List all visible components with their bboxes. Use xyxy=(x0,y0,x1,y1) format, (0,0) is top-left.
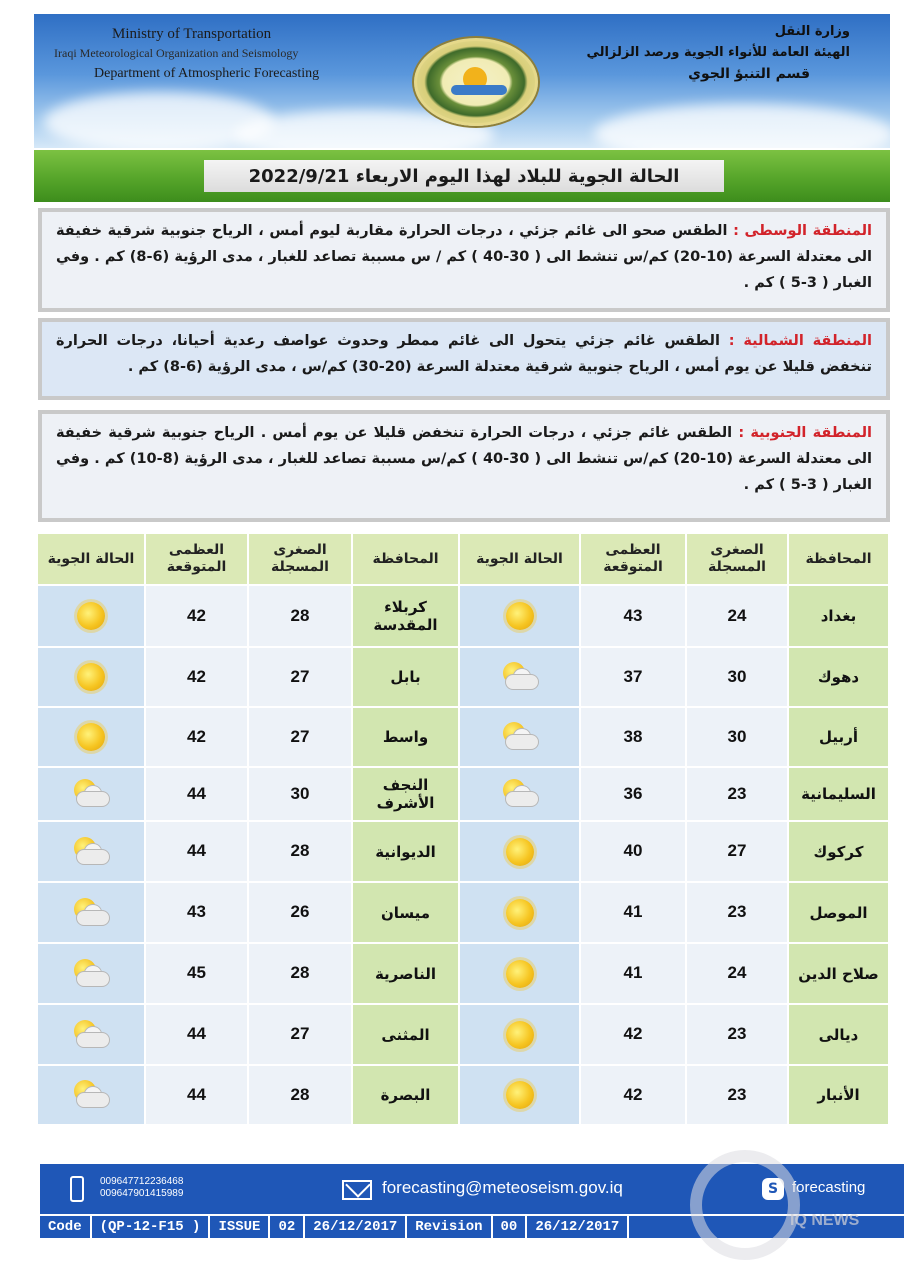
department-name-ar: قسم التنبؤ الجوي xyxy=(688,66,810,82)
sun-icon xyxy=(506,899,534,927)
weather-condition-cell xyxy=(38,586,146,648)
governorate-name: ميسان xyxy=(353,883,460,944)
phone-icon xyxy=(70,1176,84,1202)
min-temp: 27 xyxy=(249,648,353,708)
weather-condition-cell xyxy=(460,768,581,822)
sun-icon xyxy=(77,723,105,751)
sun-icon xyxy=(506,960,534,988)
phone-numbers xyxy=(100,1176,183,1200)
sun-icon xyxy=(77,602,105,630)
logo-wave-icon xyxy=(451,85,507,95)
issue-date: 26/12/2017 xyxy=(305,1216,407,1238)
max-temp: 45 xyxy=(146,944,249,1005)
governorate-name: دهوك xyxy=(789,648,890,708)
region-central xyxy=(38,208,890,312)
sun-icon xyxy=(77,663,105,691)
sun-icon xyxy=(506,602,534,630)
partly-cloudy-icon xyxy=(499,662,541,692)
governorate-name: النجف الأشرف xyxy=(353,768,460,822)
code-value: (QP-12-F15 ) xyxy=(92,1216,211,1238)
weather-condition-cell xyxy=(38,1066,146,1126)
mail-icon xyxy=(342,1180,372,1200)
partly-cloudy-icon xyxy=(70,898,112,928)
min-temp: 28 xyxy=(249,586,353,648)
min-temp: 27 xyxy=(249,708,353,768)
region-south xyxy=(38,410,890,522)
region-text: الطقس صحو الى غائم جزئي ، درجات الحرارة مقاربة ليوم أمس ، الرياح جنوبية شرقية خفيفة الى معتدلة السرعة (10-20) كم/س تنشط الى ( 30-40 ) كم / س مسببة تصاعد للغبار ، مدى الرؤية (6-8) كم . وفي الغبار ( 3-5 ) كم . xyxy=(56,223,872,291)
max-temp: 43 xyxy=(581,586,687,648)
phone-number: 009647901415989 xyxy=(100,1188,184,1199)
revision-label: Revision xyxy=(407,1216,492,1238)
max-temp: 42 xyxy=(146,586,249,648)
governorate-name: البصرة xyxy=(353,1066,460,1126)
code-label: Code xyxy=(40,1216,92,1238)
max-temp: 44 xyxy=(146,1066,249,1126)
weather-condition-cell xyxy=(38,1005,146,1066)
weather-condition-cell xyxy=(460,586,581,648)
max-temp: 42 xyxy=(581,1066,687,1126)
governorate-name: صلاح الدين xyxy=(789,944,890,1005)
region-north xyxy=(38,318,890,400)
governorate-name: الناصرية xyxy=(353,944,460,1005)
max-temp: 41 xyxy=(581,883,687,944)
region-label: المنطقة الوسطى : xyxy=(733,223,872,239)
forecast-table xyxy=(38,534,890,1126)
header-condition: الحالة الجوية xyxy=(460,534,581,586)
min-temp: 28 xyxy=(249,1066,353,1126)
region-text: الطقس غائم جزئي ، درجات الحرارة تنخفض قليلا عن يوم أمس . الرياح جنوبية شرقية خفيفة الى معتدلة السرعة (10-20) كم/س تنشط الى ( 30-40 ) كم/س مسببة تصاعد للغبار ، مدى الرؤية (8-10) كم . وفي الغبار ( 3-5 ) كم . xyxy=(56,425,872,493)
sun-icon xyxy=(506,838,534,866)
region-label: المنطقة الجنوبية : xyxy=(738,425,872,441)
header-arabic xyxy=(586,24,850,82)
max-temp: 44 xyxy=(146,822,249,883)
watermark-logo xyxy=(690,1150,800,1260)
ministry-name-en: Ministry of Transportation xyxy=(112,26,272,42)
header-min: الصغرى المسجلة xyxy=(687,534,789,586)
max-temp: 42 xyxy=(146,708,249,768)
partly-cloudy-icon xyxy=(70,779,112,809)
weather-condition-cell xyxy=(38,648,146,708)
min-temp: 23 xyxy=(687,883,789,944)
issue-number: 02 xyxy=(270,1216,305,1238)
min-temp: 27 xyxy=(249,1005,353,1066)
min-temp: 30 xyxy=(249,768,353,822)
region-label: المنطقة الشمالية : xyxy=(728,333,872,349)
page-title: الحالة الجوية للبلاد لهذا اليوم الاربعاء 2022/9/21 xyxy=(204,160,724,192)
revision-date: 26/12/2017 xyxy=(527,1216,629,1238)
min-temp: 30 xyxy=(687,708,789,768)
partly-cloudy-icon xyxy=(70,959,112,989)
weather-condition-cell xyxy=(460,648,581,708)
governorate-name: الأنبار xyxy=(789,1066,890,1126)
governorate-name: الموصل xyxy=(789,883,890,944)
skype-handle[interactable]: forecasting xyxy=(792,1179,866,1196)
email-link[interactable]: forecasting@meteoseism.gov.iq xyxy=(382,1178,623,1197)
max-temp: 42 xyxy=(146,648,249,708)
organization-logo xyxy=(414,38,538,126)
weather-condition-cell xyxy=(460,883,581,944)
max-temp: 44 xyxy=(146,768,249,822)
governorate-name: ديالى xyxy=(789,1005,890,1066)
header-english xyxy=(54,26,319,82)
governorate-name: السليمانية xyxy=(789,768,890,822)
partly-cloudy-icon xyxy=(499,779,541,809)
header-governorate: المحافظة xyxy=(353,534,460,586)
governorate-name: أربيل xyxy=(789,708,890,768)
weather-condition-cell xyxy=(460,708,581,768)
max-temp: 44 xyxy=(146,1005,249,1066)
organization-name-en: Iraqi Meteorological Organization and Seismology xyxy=(54,46,299,60)
max-temp: 38 xyxy=(581,708,687,768)
weather-condition-cell xyxy=(38,883,146,944)
partly-cloudy-icon xyxy=(70,837,112,867)
governorate-name: بابل xyxy=(353,648,460,708)
region-text: الطقس غائم جزئي يتحول الى غائم ممطر وحدوث عواصف رعدية أحيانا، درجات الحرارة تنخفض قليلا عن يوم أمس ، الرياح جنوبية شرقية معتدلة السرعة (20-30) كم/س ، مدى الرؤية (6-8) كم . xyxy=(56,333,872,375)
max-temp: 42 xyxy=(581,1005,687,1066)
issue-label: ISSUE xyxy=(210,1216,270,1238)
watermark-text: IQ NEWS xyxy=(790,1212,860,1229)
governorate-name: المثنى xyxy=(353,1005,460,1066)
max-temp: 37 xyxy=(581,648,687,708)
weather-condition-cell xyxy=(38,708,146,768)
revision-number: 00 xyxy=(493,1216,528,1238)
governorate-name: بغداد xyxy=(789,586,890,648)
min-temp: 23 xyxy=(687,768,789,822)
weather-condition-cell xyxy=(460,822,581,883)
header-min: الصغرى المسجلة xyxy=(249,534,353,586)
max-temp: 40 xyxy=(581,822,687,883)
min-temp: 28 xyxy=(249,822,353,883)
weather-condition-cell xyxy=(460,944,581,1005)
weather-condition-cell xyxy=(38,822,146,883)
governorate-name: كركوك xyxy=(789,822,890,883)
min-temp: 24 xyxy=(687,944,789,1005)
max-temp: 43 xyxy=(146,883,249,944)
max-temp: 41 xyxy=(581,944,687,1005)
min-temp: 23 xyxy=(687,1005,789,1066)
min-temp: 26 xyxy=(249,883,353,944)
min-temp: 30 xyxy=(687,648,789,708)
sun-icon xyxy=(506,1021,534,1049)
skype-icon: S xyxy=(762,1178,784,1200)
weather-condition-cell xyxy=(460,1005,581,1066)
organization-name-ar: الهيئة العامة للأنواء الجوية ورصد الزلزالي xyxy=(586,45,850,60)
governorate-name: واسط xyxy=(353,708,460,768)
header-max: العظمى المتوقعة xyxy=(146,534,249,586)
min-temp: 27 xyxy=(687,822,789,883)
title-bar xyxy=(34,150,890,202)
governorate-name: الديوانية xyxy=(353,822,460,883)
header-banner xyxy=(34,14,890,148)
header-governorate: المحافظة xyxy=(789,534,890,586)
governorate-name: كربلاء المقدسة xyxy=(353,586,460,648)
weather-condition-cell xyxy=(38,768,146,822)
phone-number: 009647712236468 xyxy=(100,1176,184,1187)
header-condition: الحالة الجوية xyxy=(38,534,146,586)
sun-icon xyxy=(506,1081,534,1109)
weather-condition-cell xyxy=(460,1066,581,1126)
partly-cloudy-icon xyxy=(70,1080,112,1110)
header-max: العظمى المتوقعة xyxy=(581,534,687,586)
min-temp: 24 xyxy=(687,586,789,648)
ministry-name-ar: وزارة النقل xyxy=(774,24,850,39)
cloud-decoration xyxy=(594,104,890,148)
min-temp: 28 xyxy=(249,944,353,1005)
min-temp: 23 xyxy=(687,1066,789,1126)
department-name-en: Department of Atmospheric Forecasting xyxy=(94,66,320,81)
weather-condition-cell xyxy=(38,944,146,1005)
partly-cloudy-icon xyxy=(70,1020,112,1050)
max-temp: 36 xyxy=(581,768,687,822)
partly-cloudy-icon xyxy=(499,722,541,752)
